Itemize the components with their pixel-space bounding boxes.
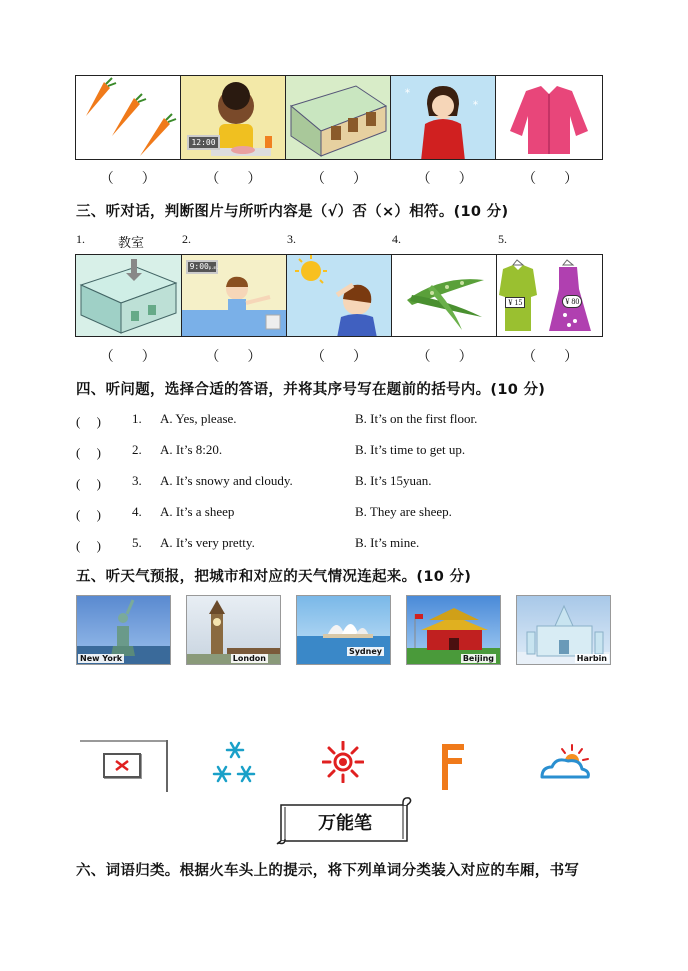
option-b: B. It’s on the first floor. — [355, 411, 478, 426]
answer-paren[interactable]: ( ) — [76, 476, 101, 491]
question-number: 5. — [132, 535, 142, 550]
item-number: 2. — [182, 232, 191, 246]
option-b: B. It’s mine. — [355, 535, 420, 550]
question-row — [76, 473, 616, 493]
question-number: 4. — [132, 504, 142, 519]
item-number: 3. — [287, 232, 296, 246]
option-a: A. It’s a sheep — [160, 504, 235, 519]
picture-carrots — [76, 76, 181, 159]
city-picture-harbin — [516, 595, 611, 665]
question-row — [76, 535, 616, 555]
option-b: B. It’s 15yuan. — [355, 473, 432, 488]
svg-text:*: * — [473, 100, 478, 111]
scroll-title-text: 万能笔 — [318, 813, 372, 834]
question-row — [76, 504, 616, 524]
picture-boy-sunny — [287, 255, 392, 336]
city-picture-sydney — [296, 595, 391, 665]
scroll-title-banner — [275, 797, 415, 845]
question-number: 2. — [132, 442, 142, 457]
city-label: Harbin — [576, 654, 607, 663]
picture-strip-section3 — [75, 254, 603, 337]
picture-boy-lunch — [181, 76, 286, 159]
answer-paren[interactable]: （ ） — [99, 171, 156, 187]
picture-building — [286, 76, 391, 159]
wind-icon — [440, 744, 466, 792]
picture-jacket — [496, 76, 602, 159]
city-label: Beijing — [462, 654, 494, 663]
broken-image-icon — [80, 740, 168, 792]
question-row — [76, 442, 616, 462]
answer-paren[interactable]: ( ) — [76, 445, 101, 460]
picture-clothes-prices — [497, 255, 602, 336]
picture-girl-cold — [391, 76, 496, 159]
question-number: 3. — [132, 473, 142, 488]
clock-suffix: p.m. — [208, 265, 219, 270]
option-a: A. It’s very pretty. — [160, 535, 255, 550]
answer-paren[interactable]: （ ） — [310, 349, 367, 365]
section6-heading: 六、词语归类。根据火车头上的提示，将下列单词分类装入对应的车厢，书写 — [76, 863, 580, 879]
answer-paren[interactable]: （ ） — [522, 349, 579, 365]
city-label: London — [232, 654, 266, 663]
answer-paren[interactable]: ( ) — [76, 414, 101, 429]
answer-paren[interactable]: （ ） — [310, 171, 367, 187]
clock-display: 12:00 — [187, 135, 220, 150]
picture-strip-section2 — [75, 75, 603, 160]
answer-paren[interactable]: ( ) — [76, 507, 101, 522]
answer-paren[interactable]: ( ) — [76, 538, 101, 553]
option-a: A. Yes, please. — [160, 411, 237, 426]
question-row — [76, 411, 616, 431]
answer-paren[interactable]: （ ） — [416, 171, 473, 187]
answer-paren[interactable]: （ ） — [522, 171, 579, 187]
question-number: 1. — [132, 411, 142, 426]
item-number: 4. — [392, 232, 401, 246]
city-label: Sydney — [348, 647, 382, 656]
option-b: B. They are sheep. — [355, 504, 452, 519]
carrot-icon — [140, 114, 176, 156]
section5-heading: 五、听天气预报，把城市和对应的天气情况连起来。(10 分) — [76, 569, 472, 585]
item-number: 1. — [76, 232, 85, 246]
partly-cloudy-icon — [538, 743, 592, 783]
answer-parens-section3 — [75, 346, 603, 366]
picture-green-beans — [392, 255, 498, 336]
option-a: A. It’s 8:20. — [160, 442, 223, 457]
section3-heading: 三、听对话，判断图片与所听内容是（√）否（×）相符。(10 分) — [76, 204, 509, 220]
price-tag: ¥ 15 — [505, 297, 525, 308]
item-number: 5. — [498, 232, 507, 246]
picture-boy-waking — [182, 255, 288, 336]
city-picture-beijing — [406, 595, 501, 665]
answer-paren[interactable]: （ ） — [99, 349, 156, 365]
carrot-icon — [86, 78, 116, 116]
carrot-icon — [112, 94, 146, 136]
city-picture-new-york — [76, 595, 171, 665]
answer-paren[interactable]: （ ） — [205, 171, 262, 187]
option-a: A. It’s snowy and cloudy. — [160, 473, 293, 488]
sun-icon — [322, 741, 364, 783]
clock-time: 9:00 — [189, 262, 209, 271]
answer-parens-section2 — [75, 168, 603, 188]
clock-display — [186, 260, 218, 274]
svg-text:*: * — [405, 88, 410, 99]
label-classroom: 教室 — [118, 236, 145, 251]
snow-icon — [210, 740, 260, 786]
answer-paren[interactable]: （ ） — [205, 349, 262, 365]
answer-paren[interactable]: （ ） — [416, 349, 473, 365]
city-label: New York — [80, 654, 123, 663]
price-tag: ¥ 80 — [562, 295, 582, 308]
option-b: B. It’s time to get up. — [355, 442, 466, 457]
section4-heading: 四、听问题，选择合适的答语，并将其序号写在题前的括号内。(10 分) — [76, 382, 546, 398]
picture-school-building — [76, 255, 182, 336]
city-picture-london — [186, 595, 281, 665]
